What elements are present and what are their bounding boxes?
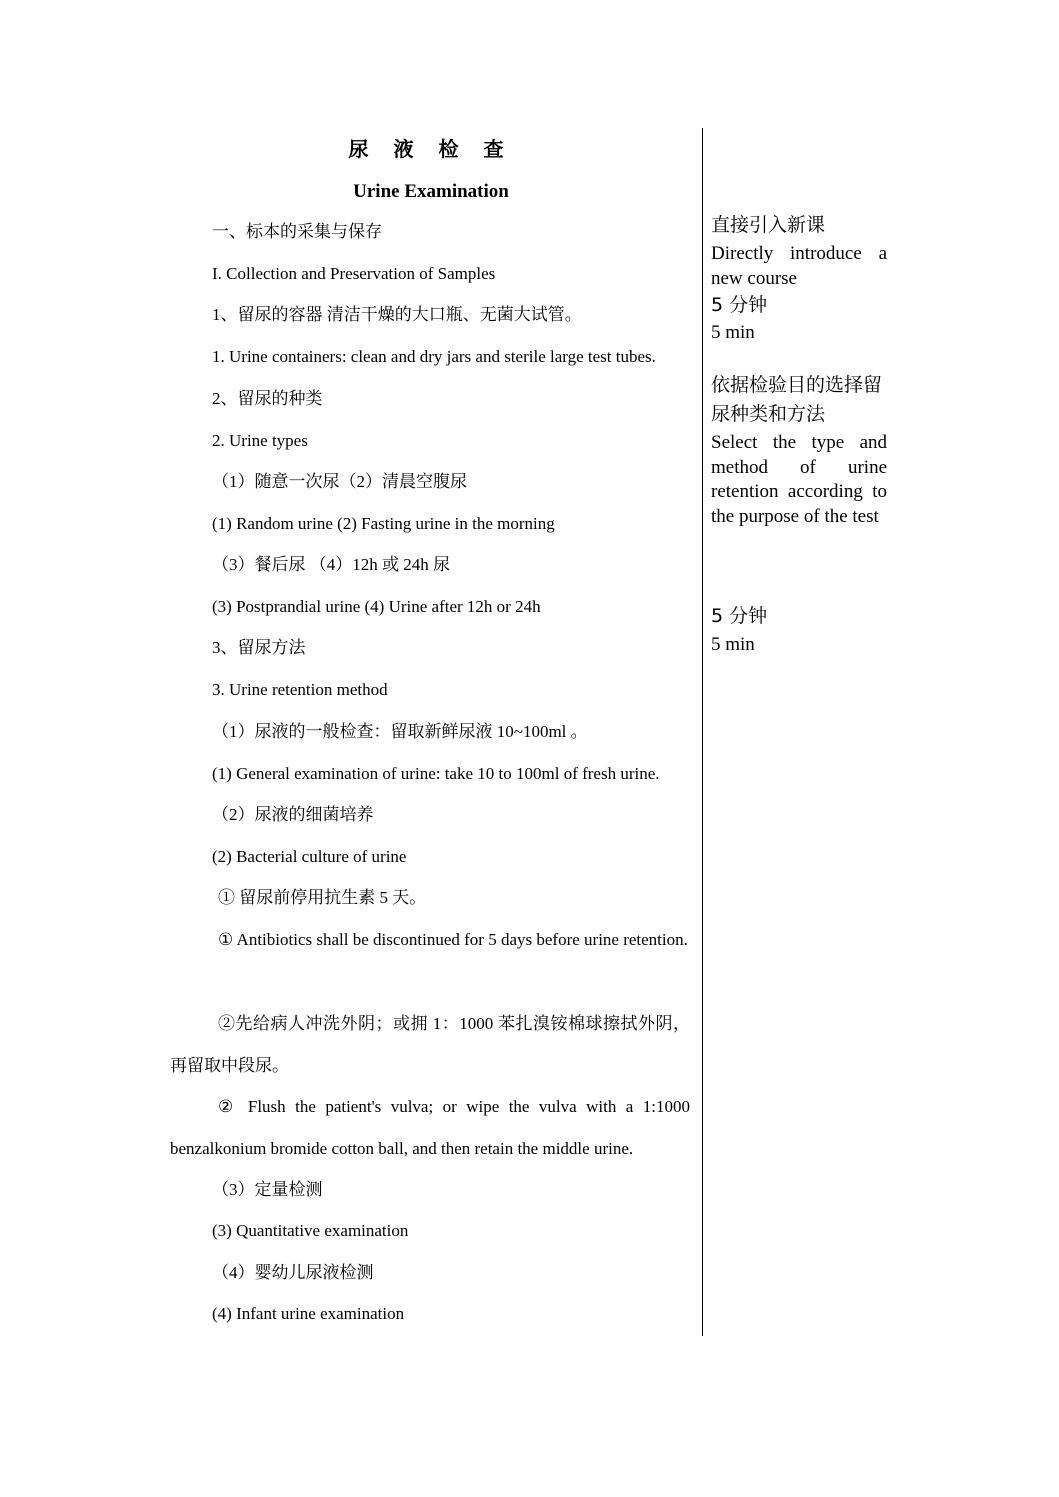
- list-item: 1、留尿的容器 清洁干燥的大口瓶、无菌大试管。: [212, 305, 582, 324]
- list-item: (1) General examination of urine: take 10 to 100ml of fresh urine.: [212, 764, 660, 783]
- title-chinese: 尿 液 检 查: [348, 139, 514, 161]
- list-item: 3. Urine retention method: [212, 680, 388, 699]
- list-item: （2）尿液的细菌培养: [212, 805, 374, 824]
- side-note-cn: 依据检验目的选择留尿种类和方法: [711, 374, 883, 425]
- list-item: (2) Bacterial culture of urine: [212, 847, 407, 866]
- list-item: （3）定量检测: [212, 1180, 323, 1199]
- section-heading-en: I. Collection and Preservation of Samples: [212, 264, 496, 283]
- list-item: 2. Urine types: [212, 431, 308, 450]
- list-item: 2、留尿的种类: [212, 389, 323, 408]
- list-item: (3) Quantitative examination: [212, 1221, 409, 1240]
- list-item: （3）餐后尿 （4）12h 或 24h 尿: [212, 555, 450, 574]
- list-item: （4）婴幼儿尿液检测: [212, 1263, 374, 1282]
- list-item: （1）随意一次尿（2）清晨空腹尿: [212, 472, 467, 491]
- list-item: (4) Infant urine examination: [212, 1304, 405, 1323]
- side-note-cn: 直接引入新课: [711, 214, 826, 236]
- list-item: 3、留尿方法: [212, 638, 306, 657]
- list-item: 1. Urine containers: clean and dry jars and sterile large test tubes.: [212, 347, 656, 366]
- paragraph: ① Antibiotics shall be discontinued for 5 days before urine retention.: [218, 930, 688, 949]
- side-time-cn: 5 分钟: [711, 605, 768, 627]
- paragraph: ② Flush the patient's vulva; or wipe the vulva with a 1:1000 benzalkonium bromide cotton ball, and then retain the middle urine.: [170, 1097, 690, 1158]
- list-item: (3) Postprandial urine (4) Urine after 12h or 24h: [212, 597, 541, 616]
- list-item: ① 留尿前停用抗生素 5 天。: [218, 888, 427, 907]
- side-time-cn: 5 分钟: [711, 294, 768, 316]
- side-time-en: 5 min: [711, 322, 755, 343]
- side-time-en: 5 min: [711, 634, 755, 655]
- column-divider: [702, 128, 703, 1336]
- side-note-en: Directly introduce a new course: [711, 243, 887, 289]
- side-note-en: Select the type and method of urine retention according to the purpose of the test: [711, 432, 887, 527]
- list-item: （1）尿液的一般检查：留取新鲜尿液 10~100ml 。: [212, 722, 588, 741]
- section-heading-cn: 一、标本的采集与保存: [212, 222, 382, 241]
- title-english: Urine Examination: [353, 181, 509, 202]
- list-item: (1) Random urine (2) Fasting urine in the morning: [212, 514, 555, 533]
- paragraph: ②先给病人冲洗外阴；或拥 1：1000 苯扎溴铵棉球擦拭外阴，再留取中段尿。: [170, 1014, 690, 1075]
